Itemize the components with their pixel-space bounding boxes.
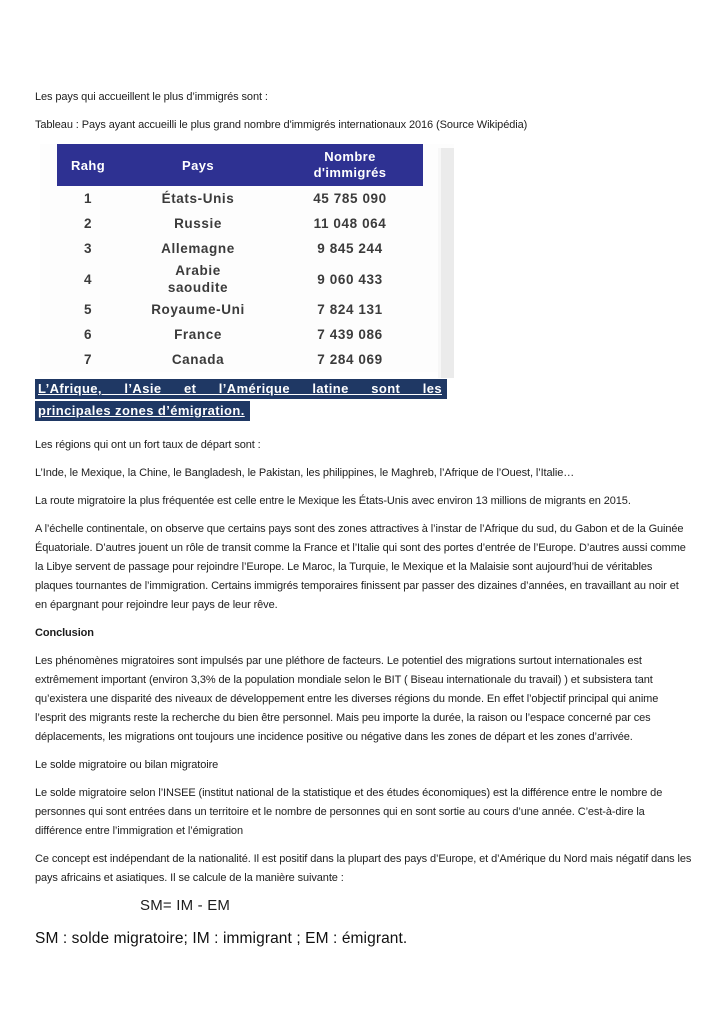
cell-count: 9 060 433	[317, 271, 383, 287]
table-row	[57, 211, 423, 236]
cell-rank: 5	[83, 302, 93, 317]
cell-country: Canada	[171, 352, 225, 367]
cell-country: Royaume-Uni	[151, 302, 245, 317]
solde-heading: Le solde migratoire ou bilan migratoire	[35, 759, 219, 771]
regions-list: L’Inde, le Mexique, la Chine, le Bangladesh, le Pakistan, les philippines, le Maghreb, l’Afrique de l’Ouest, l’Italie…	[35, 467, 575, 479]
cell-count: 45 785 090	[313, 191, 387, 206]
cell-rank: 3	[83, 241, 93, 256]
cell-rank: 4	[83, 271, 93, 287]
table-row	[57, 236, 423, 261]
cell-rank: 1	[83, 191, 93, 206]
cell-count: 7 824 131	[317, 302, 383, 317]
table-row	[57, 186, 423, 211]
table-header-row	[57, 144, 423, 186]
header-rank: Rahg	[57, 144, 119, 186]
header-count: Nombre d'immigrés	[277, 144, 423, 186]
regions-line: Les régions qui ont un fort taux de départ sont :	[35, 439, 261, 451]
continental-paragraph: A l’échelle continentale, on observe que certains pays sont des zones attractives à l’instar de l’Afrique du sud, du Gabon et de la Guinée Équatoriale. D’autres jouent un rôle de transit comme la France et l’Italie qui sont des portes d’entrée de l’Europe. D’autres aussi comme la Libye servent de passage pour rejoindre l’Europe. Le Maroc, la Turquie, le Mexique et la Malaisie sont aujourd’hui de véritables plaques tournantes de l’immigration. Certains immigrés temporaires finissent par passer des dizaines d’années, en travaillant au noir et en épargnant pour rejoindre leur pays de leur rêve.	[35, 523, 686, 611]
table-row	[57, 297, 423, 322]
table-row	[57, 261, 423, 297]
conclusion-heading: Conclusion	[35, 627, 94, 639]
cell-country: États-Unis	[161, 191, 235, 206]
cell-country: Arabie saoudite	[167, 263, 229, 295]
cell-country: Allemagne	[161, 241, 235, 256]
conclusion-paragraph: Les phénomènes migratoires sont impulsés par une pléthore de facteurs. Le potentiel des migrations surtout internationales est extrêmement important (environ 3,3% de la population mondiale selon le BIT ( Biseau internationale du travail) ) et subsistera tant qu’existera une disparité des niveaux de développement entre les diverses régions du monde. En effet l’objectif principal qui anime l’esprit des migrants reste la recherche du bien être personnel. Mais peu importe la durée, la raison ou l’espace concerné par ces déplacements, les migrations ont toujours une incidence positive ou négative dans les zones de départ et les zones d’arrivée.	[35, 655, 659, 743]
table-row	[57, 347, 423, 372]
header-country: Pays	[119, 144, 277, 186]
emigration-banner	[35, 379, 692, 423]
solde-formula: SM= IM - EM	[140, 897, 231, 914]
immigration-table-figure	[40, 144, 454, 372]
immigration-table	[57, 144, 423, 372]
cell-count: 9 845 244	[317, 241, 383, 256]
cell-rank: 6	[83, 327, 93, 342]
insee-paragraph: Le solde migratoire selon l’INSEE (institut national de la statistique et des études économiques) est la différence entre le nombre de personnes qui sont entrées dans un territoire et le nombre de personnes qui en sont sortie au cours d’une année. C’est-à-dire la différence entre l’immigration et l’émigration	[35, 787, 663, 837]
cell-count: 7 439 086	[317, 327, 383, 342]
concept-paragraph: Ce concept est indépendant de la nationalité. Il est positif dans la plupart des pays d’Europe, et d’Amérique du Nord mais négatif dans les pays africains et asiatiques. Il se calcule de la manière suivante :	[35, 853, 692, 884]
cell-count: 11 048 064	[313, 216, 387, 231]
formula-legend: SM : solde migratoire; IM : immigrant ; EM : émigrant.	[35, 930, 408, 947]
cell-country: France	[174, 327, 222, 342]
scrollbar-strip	[438, 148, 454, 378]
cell-count: 7 284 069	[317, 352, 383, 367]
document-content	[35, 88, 692, 948]
intro-line: Les pays qui accueillent le plus d’immigrés sont :	[35, 91, 268, 103]
banner-line-2: principales zones d’émigration.	[35, 401, 250, 421]
route-line: La route migratoire la plus fréquentée est celle entre le Mexique les États-Unis avec environ 13 millions de migrants en 2015.	[35, 495, 631, 507]
cell-country: Russie	[174, 216, 222, 231]
banner-line-1: L’Afrique, l’Asie et l’Amérique latine sont les	[35, 379, 447, 399]
cell-rank: 7	[83, 352, 93, 367]
table-row	[57, 322, 423, 347]
cell-rank: 2	[83, 216, 93, 231]
table-caption: Tableau : Pays ayant accueilli le plus grand nombre d'immigrés internationaux 2016 (Source Wikipédia)	[35, 119, 528, 131]
